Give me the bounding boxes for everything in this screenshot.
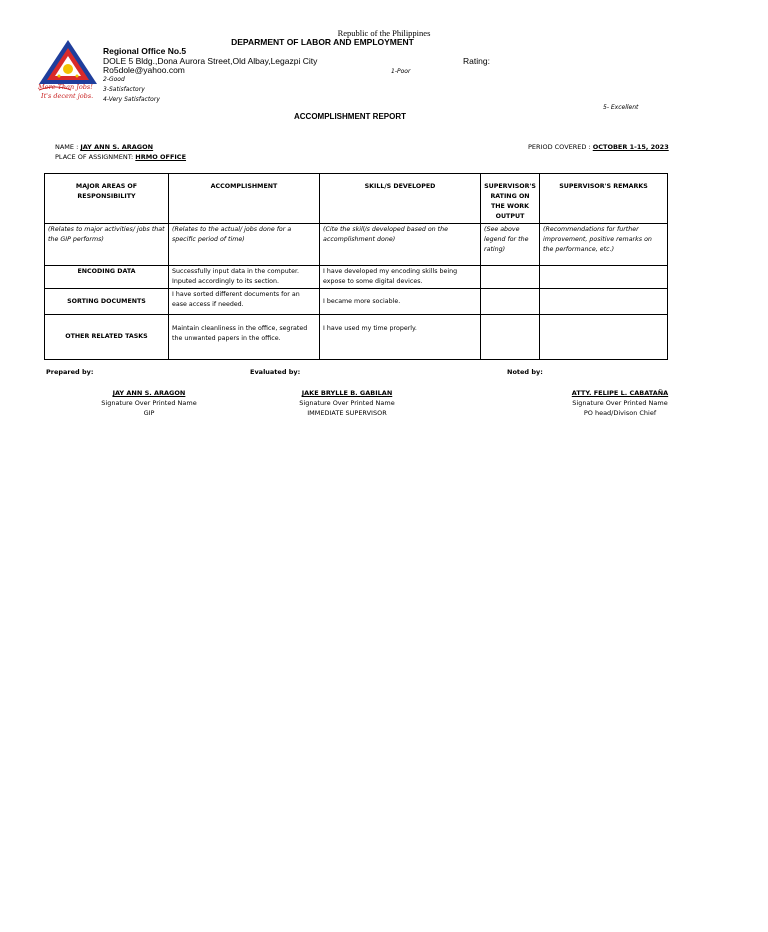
period-value: OCTOBER 1-15, 2023 [592,143,669,151]
place-value: HRMO OFFICE [135,153,187,161]
period-line [528,143,669,151]
report-title: ACCOMPLISHMENT REPORT [294,112,406,121]
name-value: JAY ANN S. ARAGON [80,143,154,151]
evaluated-signature-line: Signature Over Printed Name [299,399,395,407]
place-line [55,153,186,161]
evaluated-name: JAKE BRYLLE B. GABILAN [301,389,393,397]
prepared-signature [69,388,229,418]
dole-logo [35,38,101,102]
noted-signature-line: Signature Over Printed Name [572,399,668,407]
header-remarks: SUPERVISOR'S REMARKS [540,174,668,224]
legend-satisfactory: 3-Satisfactory [103,86,145,93]
hint-skills: (Cite the skill/s developed based on the accomplishment done) [320,224,481,266]
name-label: NAME : [55,143,79,151]
rating-label: Rating: [463,56,490,66]
prepared-by-label: Prepared by: [46,368,94,376]
header-accomplishment: ACCOMPLISHMENT [169,174,320,224]
republic-line: Republic of the Philippines [337,28,431,38]
evaluated-signature [267,388,427,418]
prepared-name: JAY ANN S. ARAGON [112,389,186,397]
table-row [45,315,668,360]
row-skill: I have developed my encoding skills being expose to some digital devices. [320,266,481,289]
row-remarks [540,266,668,289]
table-row [45,266,668,289]
legend-good: 2-Good [103,76,125,83]
hint-remarks: (Recommendations for further improvement, positive remarks on the performance, etc.) [540,224,668,266]
noted-title: PO head/Divison Chief [583,409,657,417]
row-rating [481,266,540,289]
dole-logo-icon [35,38,101,102]
hint-rating: (See above legend for the rating) [481,224,540,266]
office-email: Ro5dole@yahoo.com [103,65,185,75]
department-name: DEPARMENT OF LABOR AND EMPLOYMENT [231,37,414,47]
row-area: OTHER RELATED TASKS [45,315,169,360]
row-rating [481,315,540,360]
regional-office: Regional Office No.5 [103,46,187,56]
row-area: ENCODING DATA [45,266,169,289]
name-line [55,143,153,151]
hint-accomplishment: (Relates to the actual/ jobs done for a specific period of time) [169,224,320,266]
legend-very-satisfactory: 4-Very Satisfactory [103,96,160,103]
evaluated-by-label: Evaluated by: [250,368,301,376]
row-remarks [540,315,668,360]
row-remarks [540,289,668,315]
legend-poor: 1-Poor [391,68,411,75]
table-hint-row [45,224,668,266]
table-header-row [45,174,668,224]
period-label: PERIOD COVERED : [528,143,591,151]
prepared-title: GIP [143,409,155,417]
row-skill: I became more sociable. [320,289,481,315]
header-major-areas: MAJOR AREAS OF RESPONSIBILITY [45,174,169,224]
accomplishment-table [44,173,668,360]
place-label: PLACE OF ASSIGNMENT: [55,153,134,161]
hint-major-areas: (Relates to major activities/ jobs that the GIP performs) [45,224,169,266]
header-rating: SUPERVISOR'S RATING ON THE WORK OUTPUT [481,174,540,224]
row-accomplishment: Maintain cleanliness in the office, segrated the unwanted papers in the office. [169,315,320,360]
logo-slogan-1: More Than Jobs! [38,83,93,91]
row-skill: I have used my time properly. [320,315,481,360]
row-rating [481,289,540,315]
noted-name: ATTY. FELIPE L. CABATAÑA [571,389,669,397]
evaluated-title: IMMEDIATE SUPERVISOR [307,409,387,417]
noted-signature [540,388,700,418]
logo-slogan-2: It's decent jobs. [41,92,94,100]
header-skills: SKILL/S DEVELOPED [320,174,481,224]
noted-by-label: Noted by: [507,368,543,376]
legend-excellent: 5- Excellent [603,104,639,111]
office-address: DOLE 5 Bldg.,Dona Aurora Street,Old Albay,Legazpi City [103,56,318,66]
row-accomplishment: I have sorted different documents for an ease access if needed. [169,289,320,315]
row-area: SORTING DOCUMENTS [45,289,169,315]
row-accomplishment: Successfully input data in the computer. Inputed accordingly to its section. [169,266,320,289]
prepared-signature-line: Signature Over Printed Name [101,399,197,407]
table-row [45,289,668,315]
